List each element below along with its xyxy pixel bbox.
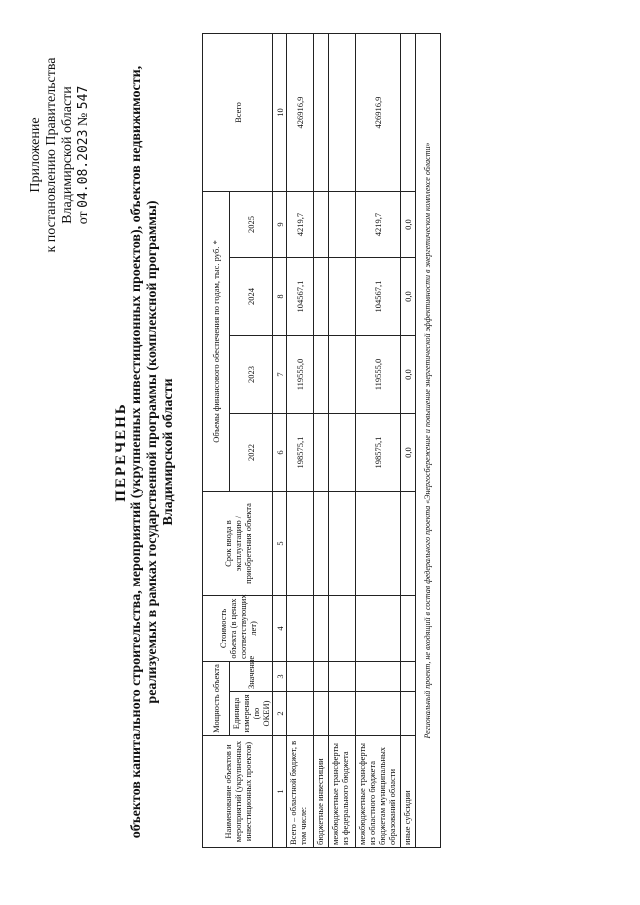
row-label: межбюджетные трансферты из федерального бюджета <box>329 736 356 848</box>
title-line-3: Владимирской области <box>161 378 176 526</box>
cell-unit <box>356 692 401 736</box>
cell-value <box>356 662 401 692</box>
appendix-line-3: Владимирской области <box>60 86 75 224</box>
decree-date: 04.08.2023 <box>76 129 91 208</box>
cell-cost <box>329 596 356 662</box>
cell-unit <box>329 692 356 736</box>
cell-cost <box>287 596 314 662</box>
cell-2023 <box>314 336 329 414</box>
column-index: 4 <box>273 596 287 662</box>
cell-value <box>287 662 314 692</box>
column-index: 5 <box>273 492 287 596</box>
table-row <box>401 34 416 848</box>
cell-2024 <box>329 258 356 336</box>
column-index: 9 <box>273 192 287 258</box>
cell-unit <box>287 692 314 736</box>
cell-cost <box>314 596 329 662</box>
cell-total: 426916,9 <box>356 34 401 192</box>
footnote: Региональный проект, не входящий в состав федерального проекта «Энергосбережение и повышение энергетической эффективности в энергетическом комплексе области» <box>416 34 441 848</box>
header-term: Срок ввода в эксплуатацию / приобретения объекта <box>203 492 273 596</box>
cell-2023: 119555,0 <box>287 336 314 414</box>
cell-total: 426916,9 <box>287 34 314 192</box>
document-page <box>20 22 620 882</box>
cell-2025: 4219,7 <box>287 192 314 258</box>
footnote-row <box>416 34 441 848</box>
cell-cost <box>401 596 416 662</box>
header-cost: Стоимость объекта (в ценах соответствующих лет) <box>203 596 273 662</box>
header-total: Всего <box>203 34 273 192</box>
cell-2025 <box>314 192 329 258</box>
column-index: 8 <box>273 258 287 336</box>
column-index: 2 <box>273 692 287 736</box>
cell-2024: 104567,1 <box>356 258 401 336</box>
cell-2024: 104567,1 <box>287 258 314 336</box>
cell-term <box>401 492 416 596</box>
number-sign: № <box>76 112 91 127</box>
title-line-1: объектов капитального строительства, мероприятий (укрупненных инвестиционных проектов), объектов недвижимости, <box>129 65 144 839</box>
cell-term <box>329 492 356 596</box>
table-row <box>329 34 356 848</box>
appendix-line-2: к постановлению Правительства <box>44 57 59 253</box>
header-funding: Объемы финансового обеспечения по годам, тыс. руб. * <box>203 192 230 492</box>
column-index: 6 <box>273 414 287 492</box>
header-name: Наименование объектов и мероприятий (укрупненных инвестиционных проектов) <box>203 736 273 848</box>
header-value: Значение <box>230 662 273 692</box>
cell-2025: 0,0 <box>401 192 416 258</box>
cell-2022: 198575,1 <box>287 414 314 492</box>
decree-number: 547 <box>76 85 91 110</box>
objects-table <box>202 33 441 848</box>
cell-value <box>329 662 356 692</box>
cell-total <box>314 34 329 192</box>
date-prefix: от <box>76 211 91 225</box>
cell-term <box>356 492 401 596</box>
cell-unit <box>401 692 416 736</box>
row-label: межбюджетные трансферты из областного бюджета бюджетам муниципальных образований области <box>356 736 401 848</box>
cell-unit <box>314 692 329 736</box>
table-row <box>287 34 314 848</box>
header-2023: 2023 <box>230 336 273 414</box>
appendix-date-line <box>76 40 92 270</box>
cell-total <box>401 34 416 192</box>
column-index: 3 <box>273 662 287 692</box>
objects-table-wrapper <box>202 34 441 848</box>
cell-2023: 119555,0 <box>356 336 401 414</box>
cell-2022: 0,0 <box>401 414 416 492</box>
title-main: ПЕРЕЧЕНЬ <box>113 402 129 502</box>
cell-2024: 0,0 <box>401 258 416 336</box>
table-row <box>314 34 329 848</box>
cell-2025 <box>329 192 356 258</box>
table-row <box>356 34 401 848</box>
cell-2022 <box>329 414 356 492</box>
appendix-line-1: Приложение <box>28 117 43 193</box>
header-2024: 2024 <box>230 258 273 336</box>
cell-term <box>287 492 314 596</box>
cell-2023 <box>329 336 356 414</box>
cell-2022 <box>314 414 329 492</box>
column-index: 10 <box>273 34 287 192</box>
column-index: 1 <box>273 736 287 848</box>
document-title <box>113 22 177 882</box>
column-index: 7 <box>273 336 287 414</box>
title-line-2: реализуемых в рамках государственной программы (комплексной программы) <box>145 200 160 704</box>
cell-2024 <box>314 258 329 336</box>
cell-value <box>401 662 416 692</box>
header-2025: 2025 <box>230 192 273 258</box>
header-2022: 2022 <box>230 414 273 492</box>
cell-2022: 198575,1 <box>356 414 401 492</box>
cell-total <box>329 34 356 192</box>
row-label: бюджетные инвестиции <box>314 736 329 848</box>
row-label: Всего – областной бюджет, в том числе: <box>287 736 314 848</box>
row-label: иные субсидии <box>401 736 416 848</box>
cell-2025: 4219,7 <box>356 192 401 258</box>
cell-term <box>314 492 329 596</box>
appendix-header <box>28 40 92 270</box>
column-index-row <box>273 34 287 848</box>
cell-value <box>314 662 329 692</box>
header-unit: Единица измерения (по ОКЕИ) <box>230 692 273 736</box>
table-header-row-1 <box>203 34 230 848</box>
cell-2023: 0,0 <box>401 336 416 414</box>
header-capacity: Мощность объекта <box>203 662 230 736</box>
cell-cost <box>356 596 401 662</box>
